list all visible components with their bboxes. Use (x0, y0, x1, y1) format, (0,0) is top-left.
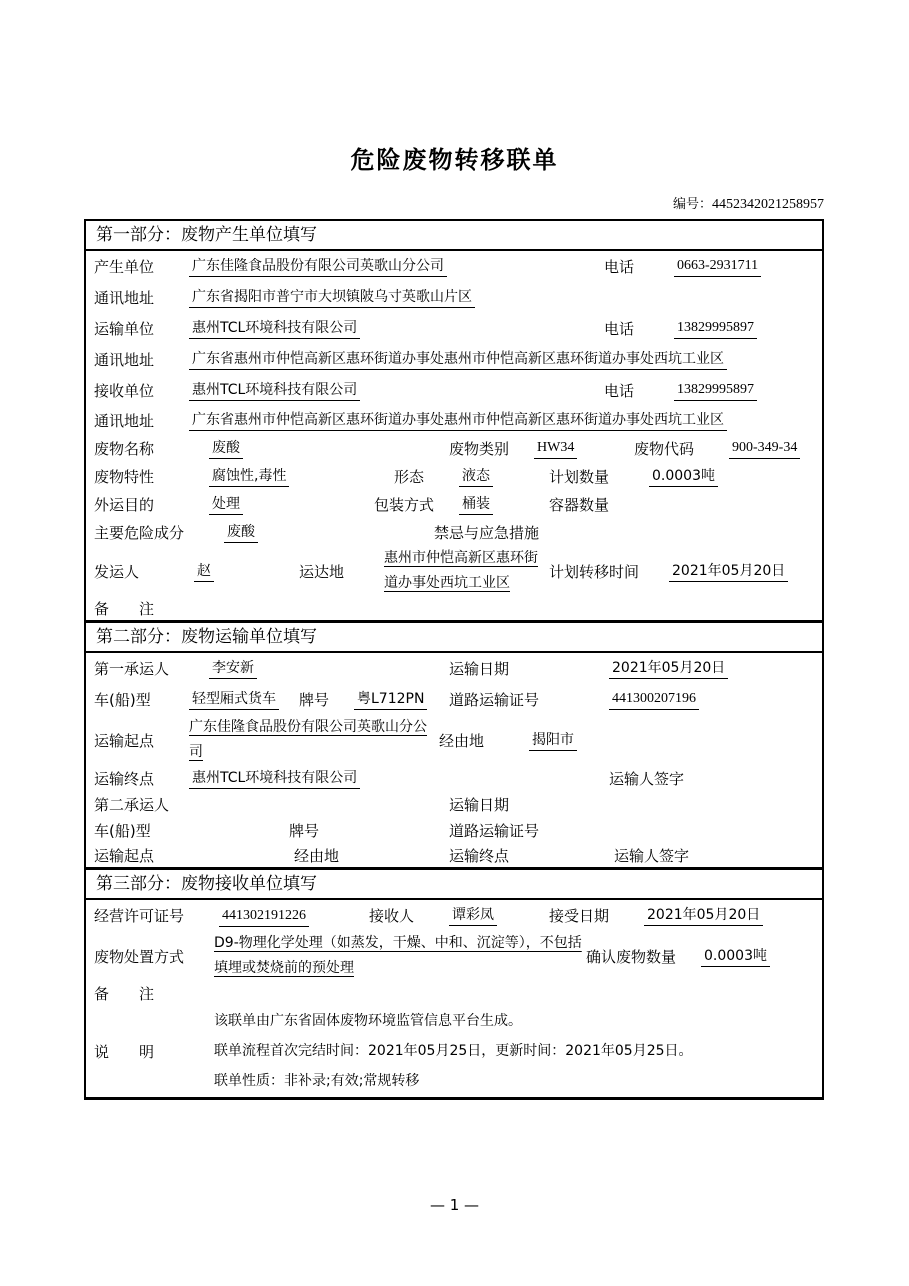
waste-category-label: 废物类别 (449, 439, 510, 458)
purpose-label: 外运目的 (94, 495, 155, 514)
address-label: 通讯地址 (94, 411, 155, 430)
note-line: 联单流程首次完结时间：2021年05月25日，更新时间：2021年05月25日。 (214, 1043, 693, 1059)
receiver-unit-value: 惠州TCL环境科技有限公司 (189, 380, 360, 401)
form-row (86, 546, 822, 596)
form-row (86, 1005, 822, 1097)
note-line: 该联单由广东省固体废物环境监管信息平台生成。 (214, 1013, 522, 1029)
address-label: 通讯地址 (94, 351, 155, 369)
transporter-unit-label: 运输单位 (94, 320, 155, 338)
section3-body (86, 900, 822, 1097)
carrier2-label: 第二承运人 (94, 795, 170, 814)
vehicle-type-label: 车(船)型 (94, 691, 151, 709)
packaging-label: 包装方式 (374, 495, 435, 514)
form-row (86, 375, 822, 406)
license-label: 经营许可证号 (94, 907, 185, 925)
container-qty-label: 容器数量 (549, 495, 610, 514)
plate-no-label: 牌号 (299, 691, 330, 709)
carrier1-value: 李安新 (209, 658, 257, 679)
section1-header: 第一部分：废物产生单位填写 (86, 221, 822, 251)
remark-label: 备 注 (94, 984, 155, 1003)
form-row (86, 843, 822, 867)
form-row (86, 434, 822, 462)
planned-qty-label: 计划数量 (549, 467, 610, 486)
receiver-address-value: 广东省惠州市仲恺高新区惠环街道办事处惠州市仲恺高新区惠环街道办事处西坑工业区 (189, 410, 727, 431)
section1-body (86, 251, 822, 620)
form-row (86, 490, 822, 518)
transfer-time-label: 计划转移时间 (549, 562, 640, 581)
accept-date-label: 接受日期 (549, 907, 610, 925)
form-row (86, 406, 822, 434)
remark-label: 备 注 (94, 599, 155, 618)
address-label: 通讯地址 (94, 289, 155, 307)
packaging-value: 桶装 (459, 494, 493, 515)
page-number: — 1 — (429, 1196, 480, 1214)
vehicle-type-label: 车(船)型 (94, 821, 151, 840)
form-row (86, 596, 822, 620)
terminus-label: 运输终点 (449, 846, 510, 865)
waste-property-value: 腐蚀性,毒性 (209, 466, 289, 487)
via-label: 经由地 (294, 846, 340, 865)
carrier-sign-label: 运输人签字 (614, 846, 690, 865)
producer-phone-value: 0663-2931711 (674, 256, 761, 277)
confirmed-qty-label: 确认废物数量 (586, 947, 677, 966)
disposal-value: D9-物理化学处理（如蒸发，干燥、中和、沉淀等），不包括填埋或焚烧前的预处理 (214, 935, 582, 976)
section3-header: 第三部分：废物接收单位填写 (86, 867, 822, 900)
origin-label: 运输起点 (94, 846, 155, 865)
form-row (86, 518, 822, 546)
receiver-unit-label: 接收单位 (94, 382, 155, 400)
note-line: 联单性质：非补录;有效;常规转移 (214, 1073, 420, 1089)
receiver-person-value: 谭彩凤 (449, 905, 497, 926)
form-row (86, 462, 822, 490)
plate-no-label: 牌号 (289, 821, 320, 840)
transporter-address-value: 广东省惠州市仲恺高新区惠环街道办事处惠州市仲恺高新区惠环街道办事处西坑工业区 (189, 349, 727, 370)
producer-address-value: 广东省揭阳市普宁市大坝镇陂乌寸英歌山片区 (189, 287, 475, 308)
note-label: 说 明 (94, 1042, 155, 1061)
producer-unit-value: 广东佳隆食品股份有限公司英歌山分公司 (189, 256, 447, 277)
phone-label: 电话 (604, 258, 635, 276)
form-state-value: 液态 (459, 466, 493, 487)
plate-no1-value: 粤L712PN (354, 689, 427, 710)
form-row (86, 313, 822, 344)
form-row (86, 282, 822, 313)
carrier1-label: 第一承运人 (94, 660, 170, 678)
license-value: 441302191226 (219, 906, 309, 927)
receiver-person-label: 接收人 (369, 907, 415, 925)
form-state-label: 形态 (394, 467, 425, 486)
serial-row (84, 193, 824, 213)
section2-header: 第二部分：废物运输单位填写 (86, 620, 822, 653)
carrier-sign-label: 运输人签字 (609, 769, 685, 788)
disposal-label: 废物处置方式 (94, 947, 185, 966)
waste-category-value: HW34 (534, 438, 577, 459)
document-title: 危险废物转移联单 (350, 146, 559, 174)
phone-label: 电话 (604, 382, 635, 400)
planned-qty-value: 0.0003吨 (649, 466, 718, 487)
emergency-label: 禁忌与应急措施 (434, 523, 540, 542)
terminus1-value: 惠州TCL环境科技有限公司 (189, 768, 360, 789)
main-hazard-label: 主要危险成分 (94, 523, 185, 542)
shipper-label: 发运人 (94, 562, 140, 581)
origin-label: 运输起点 (94, 731, 155, 750)
destination-label: 运达地 (299, 562, 345, 581)
transport-date-label: 运输日期 (449, 660, 510, 678)
transporter-unit-value: 惠州TCL环境科技有限公司 (189, 318, 360, 339)
form-row (86, 765, 822, 791)
form-row (86, 684, 822, 715)
terminus-label: 运输终点 (94, 769, 155, 788)
waste-name-value: 废酸 (209, 438, 243, 459)
road-permit-label: 道路运输证号 (449, 821, 540, 840)
transporter-phone-value: 13829995897 (674, 318, 757, 339)
receiver-phone-value: 13829995897 (674, 380, 757, 401)
waste-code-value: 900-349-34 (729, 438, 800, 459)
form-row (86, 251, 822, 282)
serial-number: 4452342021258957 (712, 197, 824, 212)
form-row (86, 817, 822, 843)
producer-unit-label: 产生单位 (94, 258, 155, 276)
via1-value: 揭阳市 (529, 730, 577, 751)
waste-name-label: 废物名称 (94, 439, 155, 458)
origin1-value: 广东佳隆食品股份有限公司英歌山分公司 (189, 719, 427, 760)
confirmed-qty-value: 0.0003吨 (701, 946, 770, 967)
road-permit-label: 道路运输证号 (449, 691, 540, 709)
main-hazard-value: 废酸 (224, 522, 258, 543)
serial-label: 编号： (672, 197, 712, 212)
accept-date-value: 2021年05月20日 (644, 905, 763, 926)
form-row (86, 653, 822, 684)
form-row (86, 791, 822, 817)
destination-value: 惠州市仲恺高新区惠环街道办事处西坑工业区 (384, 550, 538, 591)
vehicle-type1-value: 轻型厢式货车 (189, 689, 279, 710)
transfer-time-value: 2021年05月20日 (669, 561, 788, 582)
transport-date-label: 运输日期 (449, 795, 510, 814)
form-row (86, 715, 822, 765)
transport-date1-value: 2021年05月20日 (609, 658, 728, 679)
shipper-value: 赵 (194, 561, 214, 582)
form-row (86, 900, 822, 931)
form-row (86, 344, 822, 375)
via-label: 经由地 (439, 731, 485, 750)
manifest-table (84, 219, 824, 1100)
phone-label: 电话 (604, 320, 635, 338)
waste-code-label: 废物代码 (634, 439, 695, 458)
form-row (86, 931, 822, 981)
waste-property-label: 废物特性 (94, 467, 155, 486)
form-row (86, 981, 822, 1005)
note-lines (214, 1006, 693, 1096)
road-permit1-value: 441300207196 (609, 689, 699, 710)
section2-body (86, 653, 822, 867)
purpose-value: 处理 (209, 494, 243, 515)
